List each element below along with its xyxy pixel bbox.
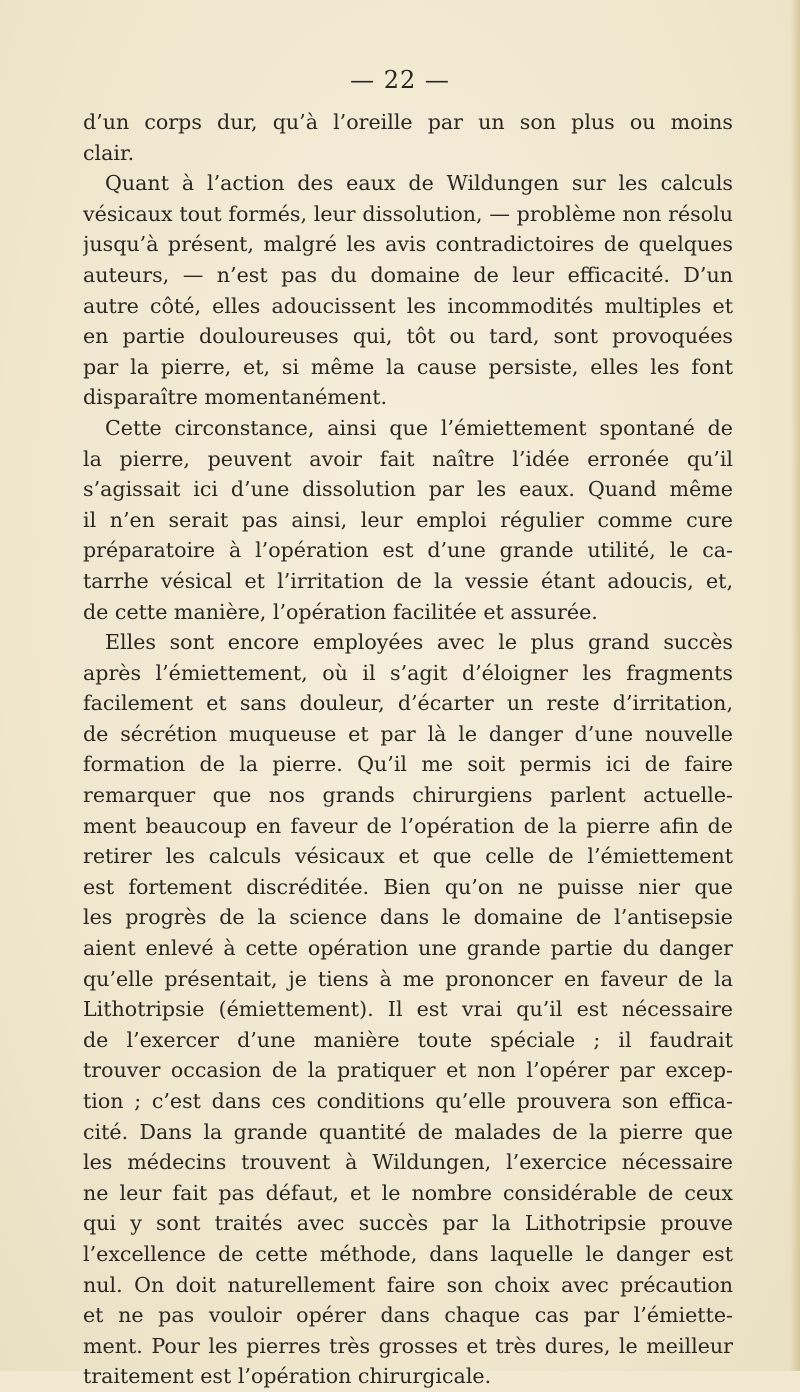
- text-line: les médecins trouvent à Wildungen, l’exercice nécessaire: [83, 1150, 733, 1175]
- text-line: remarquer que nos grands chirurgiens parlent actuelle-: [83, 783, 733, 808]
- text-line: trouver occasion de la pratiquer et non l’opérer par excep-: [83, 1058, 733, 1083]
- text-line: après l’émiettement, où il s’agit d’éloigner les fragments: [83, 660, 733, 685]
- text-line: en partie douloureuses qui, tôt ou tard, sont provoquées: [83, 324, 733, 349]
- text-line: la pierre, peuvent avoir fait naître l’idée erronée qu’il: [83, 446, 733, 471]
- text-line: nul. On doit naturellement faire son choix avec précaution: [83, 1272, 733, 1297]
- text-line: s’agissait ici d’une dissolution par les eaux. Quand même: [83, 477, 733, 502]
- text-line: jusqu’à présent, malgré les avis contradictoires de quelques: [83, 232, 733, 257]
- text-line: ment beaucoup en faveur de l’opération de la pierre afin de: [83, 813, 733, 838]
- text-line: formation de la pierre. Qu’il me soit permis ici de faire: [83, 752, 733, 777]
- text-line: de sécrétion muqueuse et par là le danger d’une nouvelle: [83, 721, 733, 746]
- text-line: est fortement discréditée. Bien qu’on ne puisse nier que: [83, 874, 733, 899]
- text-line: d’un corps dur, qu’à l’oreille par un son plus ou moins: [83, 110, 733, 134]
- text-line: et ne pas vouloir opérer dans chaque cas par l’émiette-: [83, 1303, 733, 1328]
- text-line: les progrès de la science dans le domaine de l’antisepsie: [83, 905, 733, 930]
- text-line: Lithotripsie (émiettement). Il est vrai qu’il est nécessaire: [83, 997, 733, 1022]
- text-line: vésicaux tout formés, leur dissolution, — problème non résolu: [83, 201, 733, 226]
- text-line: qu’elle présentait, je tiens à me prononcer en faveur de la: [83, 966, 733, 991]
- text-line: qui y sont traités avec succès par la Lithotripsie prouve: [83, 1211, 733, 1236]
- text-line: aient enlevé à cette opération une grande partie du danger: [83, 936, 733, 961]
- text-line: autre côté, elles adoucissent les incommodités multiples et: [83, 293, 733, 318]
- page-edge-shadow: [790, 0, 800, 1371]
- text-line: ment. Pour les pierres très grosses et très dures, le meilleur: [83, 1333, 733, 1358]
- text-line: facilement et sans douleur, d’écarter un reste d’irritation,: [83, 691, 733, 716]
- text-line: traitement est l’opération chirurgicale.: [83, 1364, 492, 1389]
- text-line: disparaître momentanément.: [83, 385, 388, 410]
- page-number: — 22 —: [350, 66, 450, 94]
- text-line: préparatoire à l’opération est d’une grande utilité, le ca-: [83, 538, 733, 563]
- text-line: clair.: [83, 140, 135, 165]
- body-text: [83, 107, 733, 1392]
- text-line: Quant à l’action des eaux de Wildungen sur les calculs: [105, 171, 733, 196]
- text-line: il n’en serait pas ainsi, leur emploi régulier comme cure: [83, 507, 733, 532]
- text-line: tarrhe vésical et l’irritation de la vessie étant adoucis, et,: [83, 568, 733, 593]
- text-line: tion ; c’est dans ces conditions qu’elle prouvera son effica-: [83, 1089, 733, 1113]
- text-line: ne leur fait pas défaut, et le nombre considérable de ceux: [83, 1180, 733, 1205]
- text-line: par la pierre, et, si même la cause persiste, elles les font: [83, 354, 733, 379]
- text-line: de cette manière, l’opération facilitée et assurée.: [83, 599, 598, 624]
- text-line: Elles sont encore employées avec le plus grand succès: [105, 630, 733, 655]
- text-line: auteurs, — n’est pas du domaine de leur efficacité. D’un: [83, 262, 733, 287]
- text-line: retirer les calculs vésicaux et que celle de l’émiettement: [83, 844, 733, 869]
- text-line: cité. Dans la grande quantité de malades de la pierre que: [83, 1119, 733, 1144]
- text-line: l’excellence de cette méthode, dans laquelle le danger est: [83, 1241, 733, 1266]
- text-line: Cette circonstance, ainsi que l’émiettement spontané de: [105, 415, 733, 440]
- text-line: de l’exercer d’une manière toute spéciale ; il faudrait: [83, 1027, 733, 1052]
